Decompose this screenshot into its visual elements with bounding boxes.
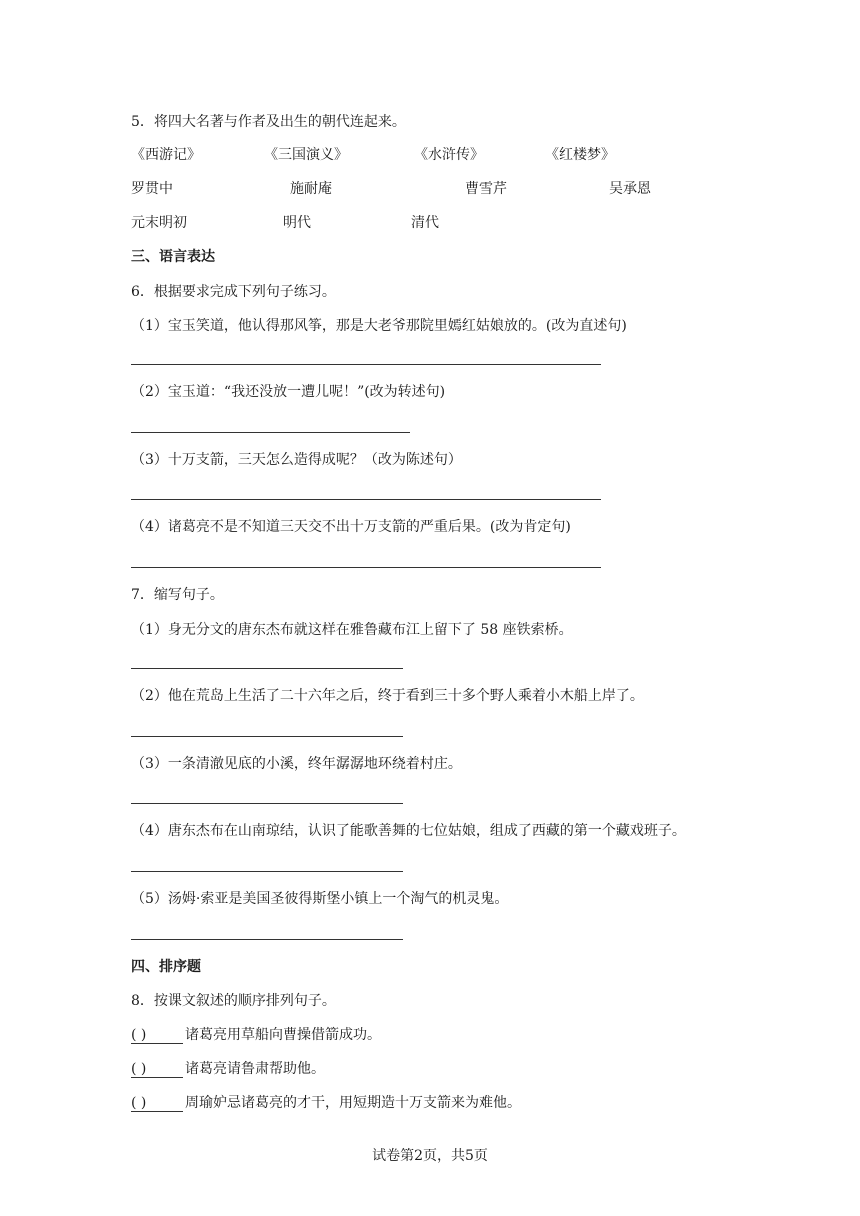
book-honglou: 《红楼梦》 [545,147,615,163]
author-wuchengen: 吴承恩 [609,181,651,197]
question-7-item-2: （2）他在荒岛上生活了二十六年之后，终于看到三十多个野人乘着小木船上岸了。 [131,688,644,704]
page-footer: 试卷第2页，共5页 [372,1148,488,1164]
question-6-item-1: （1）宝玉笑道，他认得那风筝，那是大老爷那院里嫣红姑娘放的。(改为直述句) [131,318,627,334]
answer-line-7-5[interactable] [131,939,403,940]
dynasty-ming: 明代 [283,215,311,231]
dynasty-yuanmo-mingchu: 元末明初 [131,215,187,231]
order-item-text-1: 诸葛亮用草船向曹操借箭成功。 [185,1027,381,1043]
answer-line-6-2[interactable] [131,432,410,433]
order-item-1 [131,1025,381,1045]
author-shinaian: 施耐庵 [290,181,332,197]
answer-line-7-1[interactable] [131,668,403,669]
section-4-heading: 四、排序题 [131,959,201,975]
order-blank-2[interactable] [131,1059,183,1079]
answer-line-7-2[interactable] [131,736,403,737]
order-item-3 [131,1093,521,1113]
answer-line-6-3[interactable] [131,499,601,500]
question-7-item-3: （3）一条清澈见底的小溪，终年潺潺地环绕着村庄。 [131,756,462,772]
answer-line-6-1[interactable] [131,364,601,365]
dynasty-qing: 清代 [411,215,439,231]
question-7-item-4: （4）唐东杰布在山南琼结，认识了能歌善舞的七位姑娘，组成了西藏的第一个藏戏班子。 [131,823,686,839]
question-6-item-4: （4）诸葛亮不是不知道三天交不出十万支箭的严重后果。(改为肯定句) [131,519,571,535]
book-xiyouji: 《西游记》 [131,147,201,163]
question-6-prompt: 6．根据要求完成下列句子练习。 [131,284,336,300]
answer-line-6-4[interactable] [131,567,601,568]
answer-line-7-3[interactable] [131,803,403,804]
question-6-item-2: （2）宝玉道：“我还没放一遭儿呢！”(改为转述句) [131,384,446,400]
author-luoguanzhong: 罗贯中 [131,181,173,197]
section-3-heading: 三、语言表达 [131,249,215,265]
order-item-text-3: 周瑜妒忌诸葛亮的才干，用短期造十万支箭来为难他。 [185,1095,521,1111]
order-blank-label: ( ) [131,1061,147,1077]
question-7-item-5: （5）汤姆·索亚是美国圣彼得斯堡小镇上一个淘气的机灵鬼。 [131,891,509,907]
question-5-prompt: 5．将四大名著与作者及出生的朝代连起来。 [131,114,406,130]
book-shuihu: 《水浒传》 [414,147,484,163]
answer-line-7-4[interactable] [131,871,403,872]
question-6-item-3: （3）十万支箭，三天怎么造得成呢？（改为陈述句） [131,452,462,468]
order-blank-label: ( ) [131,1027,147,1043]
order-item-text-2: 诸葛亮请鲁肃帮助他。 [185,1061,325,1077]
book-sanguo: 《三国演义》 [264,147,348,163]
question-8-prompt: 8．按课文叙述的顺序排列句子。 [131,993,336,1009]
order-blank-1[interactable] [131,1025,183,1045]
question-7-prompt: 7．缩写句子。 [131,587,224,603]
order-blank-label: ( ) [131,1095,147,1111]
question-7-item-1: （1）身无分文的唐东杰布就这样在雅鲁藏布江上留下了 58 座铁索桥。 [131,622,573,638]
order-blank-3[interactable] [131,1093,183,1113]
order-item-2 [131,1059,325,1079]
author-caoxueqin: 曹雪芹 [465,181,507,197]
